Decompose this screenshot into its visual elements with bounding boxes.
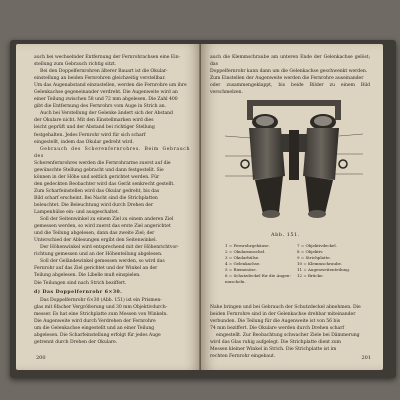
text-line: festgehalten. Jedes Fernrohr wird für sich scharf [34, 132, 146, 138]
text-line: um die Gelenkachse eingestellt und an einer Teilung [34, 325, 155, 331]
left-eyepiece-lens [256, 116, 274, 126]
bracket-bar [247, 100, 341, 106]
text-line: 74 mm beziffert. Die Okulare werden durch Drehen scharf [210, 326, 345, 332]
right-page [201, 44, 383, 370]
text-line: Das Doppelfernrohr 6×30 (Abb. 151) ist ein Prismen- [40, 297, 162, 303]
right-prism-housing [303, 128, 339, 180]
text-line: der Okulare nicht. Mit den Einstellmarken wird dies [34, 118, 154, 124]
text-line: und die Teilung abgelesen, dann das zweite Ziel; der [34, 231, 155, 237]
legend-item: 5 = Riemenöse. [225, 267, 257, 272]
text-line: Soll der Geländewinkel gemessen werden, so wird das [40, 259, 165, 265]
text-line: Die Augenweite wird durch Verdrehen der Fernrohre [34, 318, 156, 324]
text-line: rechten Fernrohr eingebaut. [210, 354, 276, 360]
legend-item: 6 = Schutzdeckel für die Augen- [225, 273, 291, 278]
text-line: einer Teilung zwischen 58 und 72 mm abgelesen. Die Zahl 400 [34, 97, 178, 103]
left-prism-housing [249, 128, 285, 180]
text-line: den gedeckten Beobachter wird das Gerät senkrecht gestellt. [34, 181, 175, 187]
text-line: Doppelfernrohr kann dann um die Gelenkachse geschwenkt werden. [210, 69, 368, 75]
text-line: glas mit 6facher Vergrößerung und 30 mm Objektivdurch- [34, 304, 168, 310]
text-line: einstellung an beiden Fernrohren gleichzeitig verstellbar. [34, 76, 166, 82]
figure-caption: Abb. 151. [271, 232, 300, 238]
legend-item: 1 = Fernrohrgehäuse. [225, 243, 270, 248]
text-line: Gebrauch des Scherenfernrohres. Beim Gebrauch des [34, 146, 190, 159]
page-number: 200 [36, 355, 46, 361]
text-line: eingestellt, indem das Okular gedreht wird. [34, 139, 134, 145]
right-page-text-top [210, 54, 370, 96]
text-line: Zum Scharfeinstellen wird das Okular gedreht, bis das [34, 188, 160, 194]
text-line: gibt die Entfernung des Fernrohrs vom Auge in Strich an. [34, 104, 166, 110]
text-line: Bei den Doppelfernrohren älterer Bauart ist die Okular- [40, 69, 168, 75]
text-line: stellung zum Gebrauch richtig sitzt. [34, 62, 117, 68]
text-line: leicht geprüft und der Abstand bei richtiger Stellung [34, 125, 155, 131]
left-page [16, 44, 201, 370]
text-line: gewünschte Stellung gebracht und dann festgestellt. Sie [34, 167, 164, 173]
left-objective-lens [262, 210, 280, 218]
legend-item: 3 = Okularhülse. [225, 255, 260, 260]
text-line: richtung gemessen und an der Höhenteilung abgelesen. [34, 252, 163, 258]
text-line: abgelesen. Die Scharfeinstellung erfolgt für jedes Auge [34, 332, 161, 338]
text-line: beiden Fernrohre sind in der Gelenkachse drehbar miteinander [210, 312, 356, 318]
legend-item: muscheln. [225, 279, 246, 284]
text-line: Zum Einstellen der Augenweite werden die Fernrohre auseinander [210, 76, 364, 82]
right-page-text-bottom [210, 304, 370, 360]
text-line: Der Höhenwinkel wird entsprechend mit der Höhenrichtvor- [40, 245, 179, 251]
legend-item: 9 = Strichplatte. [297, 255, 331, 260]
legend-item: 10 = Klemmschraube. [297, 261, 343, 266]
text-line: Messen kleiner Winkel in Strich. Die Strichplatte ist im [210, 347, 337, 353]
legend-item: 11 = Augenweitenteilung. [297, 267, 351, 272]
legend-item: 12 = Brücke. [297, 273, 324, 278]
left-page-text [34, 54, 190, 346]
legend-item: 2 = Okularmuschel. [225, 249, 266, 254]
bracket-left-arm [247, 100, 253, 120]
text-line: Auch bei Verstellung der Gelenke ändert sich der Abstand [40, 111, 173, 117]
right-eyepiece-lens [314, 116, 332, 126]
text-line: beleuchtet. Die Beleuchtung wird durch Drehen der [34, 202, 154, 208]
left-strap-loop [241, 160, 249, 168]
right-objective-lens [308, 210, 326, 218]
text-line: Die Teilungen sind nach Strich beziffert. [34, 280, 127, 286]
text-line: auch die Klemmschraube am unteren Ende der Gelenkachse gelöst; das [210, 55, 370, 68]
legend-item: 7 = Objektivdeckel. [297, 243, 337, 248]
hinge-axis [289, 130, 299, 180]
text-line: Teilung abgelesen. Die Libelle muß einspielen. [34, 273, 141, 279]
bracket-right-arm [335, 100, 341, 120]
text-line: eingestellt. Zur Beobachtung schwacher Ziele bei Dämmerung [216, 333, 360, 339]
text-line: gemessen werden, so wird zuerst das erste Ziel angerichtet [34, 224, 171, 230]
text-line: verbunden. Die Teilung für die Augenweite ist von 56 bis [210, 319, 341, 325]
text-line: oder zusammengeklappt, bis beide Bilder zu einem Bild verschmelzen. [210, 83, 370, 96]
left-objective-tube [255, 176, 283, 214]
text-line: Scherenfernrohres werden die Fernrohrarme zuerst auf die [34, 160, 171, 166]
text-line: Unterschied der Ablesungen ergibt den Seitenwinkel. [34, 238, 157, 244]
legend-column-left [225, 243, 293, 285]
text-line: Soll der Seitenwinkel zu einem Ziel zu einem anderen Ziel [40, 217, 174, 223]
text-line: Nahe bringen und bei Gebrauch der Schutzdeckel abnehmen. Die [210, 305, 361, 310]
text-line: getrennt durch Drehen der Okulare. [34, 339, 118, 345]
section-heading: d) Das Doppelfernrohr 6×30. [34, 289, 123, 295]
right-strap-loop [339, 160, 347, 168]
legend-item: 8 = Objektiv. [297, 249, 324, 254]
binocular-illustration [219, 94, 369, 229]
text-line: Fernrohr auf das Ziel gerichtet und der Winkel an der [34, 266, 158, 272]
legend-column-right [297, 243, 365, 279]
text-line: Lampenhülse ein- und ausgeschaltet. [34, 210, 120, 216]
text-line: Um das Augenabstand einzustellen, werden die Fernrohre um ihre [34, 83, 187, 89]
page-number: 201 [361, 355, 371, 361]
text-line: wird das Glas ruhig aufgelegt. Die Strichplatte dient zum [210, 340, 341, 346]
text-line: messer. Es hat eine Strichplatte zum Messen von Winkeln. [34, 311, 168, 317]
text-line: Bild scharf erscheint. Bei Nacht sind die Strichplatten [34, 195, 158, 201]
text-line: können in der Höhe und seitlich gerichtet werden. Für [34, 174, 160, 180]
text-line: Gelenkachse gegeneinander verdreht. Die Augenweite wird an [34, 90, 178, 96]
right-objective-tube [305, 176, 333, 214]
legend-item: 4 = Gelenkachse. [225, 261, 261, 266]
text-line: auch bei wechselnder Entfernung der Fernrohrachsen eine Ein- [34, 55, 180, 60]
